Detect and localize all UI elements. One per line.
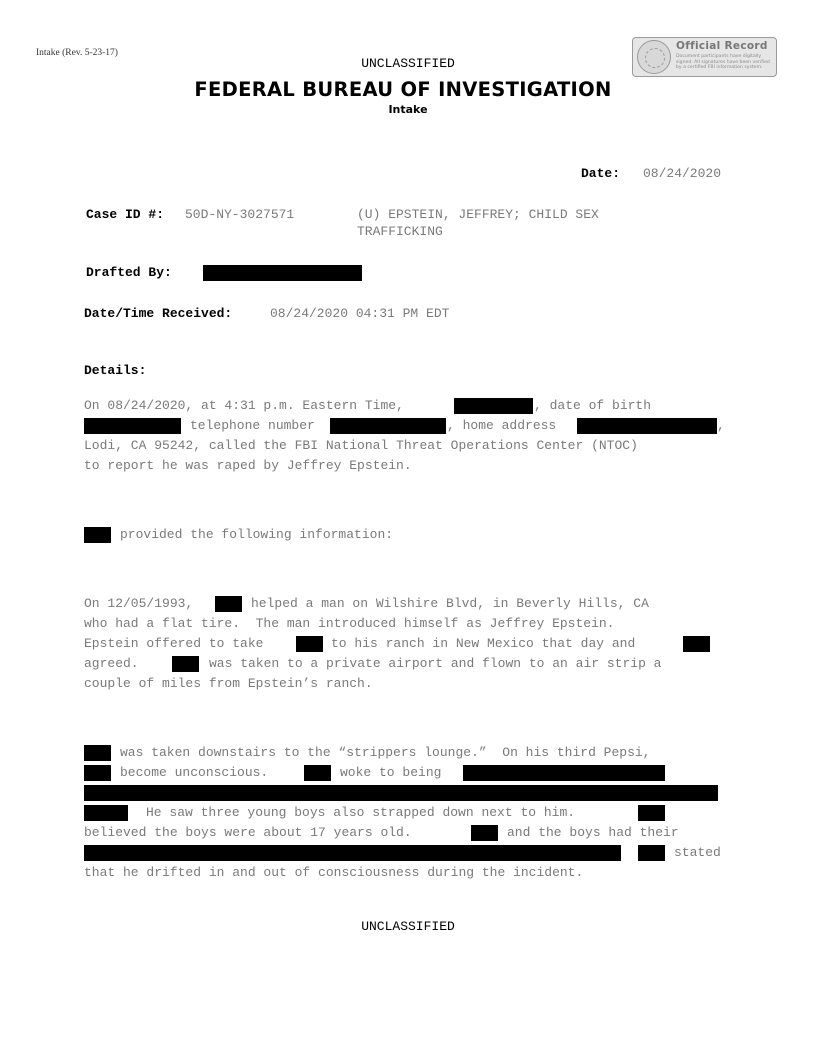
redaction-p4-detail-1 bbox=[463, 765, 665, 781]
p3-line-3b: to his ranch in New Mexico that day and bbox=[331, 636, 636, 651]
redaction-p4-name-2 bbox=[84, 765, 111, 781]
redaction-p4-name-3 bbox=[304, 765, 331, 781]
p3-line-5: couple of miles from Epstein’s ranch. bbox=[84, 676, 373, 691]
p1-line-2c: , bbox=[717, 418, 725, 433]
redaction-p3-name-2 bbox=[296, 636, 323, 652]
case-title-line-1: (U) EPSTEIN, JEFFREY; CHILD SEX bbox=[357, 207, 599, 222]
p1-line-2a: telephone number bbox=[190, 418, 315, 433]
redaction-p4-detail-2 bbox=[84, 785, 718, 801]
redaction-p3-name-3 bbox=[683, 636, 710, 652]
received-label: Date/Time Received: bbox=[84, 306, 233, 321]
case-title-line-2: TRAFFICKING bbox=[357, 224, 443, 239]
p1-line-4: to report he was raped by Jeffrey Epstein. bbox=[84, 458, 412, 473]
p3-line-2: who had a flat tire. The man introduced himself as Jeffrey Epstein. bbox=[84, 616, 615, 631]
redaction-p4-detail-3 bbox=[84, 805, 128, 821]
redaction-p4-name-5 bbox=[471, 825, 498, 841]
drafted-by-label: Drafted By: bbox=[86, 265, 172, 280]
redaction-address bbox=[577, 418, 717, 434]
redaction-p4-name-4 bbox=[638, 805, 665, 821]
p1-line-2b: , home address bbox=[447, 418, 557, 433]
seal-text: Document participants have digitally signed. All signatures have been verified by a certified FBI information system. bbox=[676, 54, 770, 71]
redaction-p4-name-6 bbox=[638, 845, 665, 861]
p1-line-3: Lodi, CA 95242, called the FBI National Threat Operations Center (NTOC) bbox=[84, 438, 638, 453]
p4-line-7: that he drifted in and out of consciousness during the incident. bbox=[84, 865, 584, 880]
redaction-caller-name bbox=[454, 398, 533, 414]
seal-title: Official Record bbox=[676, 40, 768, 52]
redaction-p3-name-4 bbox=[172, 656, 199, 672]
redaction-drafted-by bbox=[203, 265, 362, 281]
date-value: 08/24/2020 bbox=[643, 166, 722, 181]
redaction-p4-name-1 bbox=[84, 745, 111, 761]
redaction-p4-detail-4 bbox=[84, 845, 621, 861]
p4-line-6: stated bbox=[674, 845, 721, 860]
classification-marking-top: UNCLASSIFIED bbox=[361, 56, 455, 71]
agency-title: FEDERAL BUREAU OF INVESTIGATION bbox=[194, 78, 612, 101]
p4-line-2a: become unconscious. bbox=[120, 765, 269, 780]
redaction-dob bbox=[84, 418, 181, 434]
redaction-p3-name-1 bbox=[215, 596, 242, 612]
p2-line-1: provided the following information: bbox=[120, 527, 394, 542]
form-type: Intake bbox=[388, 103, 428, 116]
redaction-p2-name bbox=[84, 527, 111, 543]
p3-line-1b: helped a man on Wilshire Blvd, in Beverly Hills, CA bbox=[251, 596, 649, 611]
p4-line-5b: and the boys had their bbox=[507, 825, 679, 840]
p4-line-5a: believed the boys were about 17 years old. bbox=[84, 825, 412, 840]
p3-line-4b: was taken to a private airport and flown to an air strip a bbox=[209, 656, 662, 671]
p3-line-3a: Epstein offered to take bbox=[84, 636, 264, 651]
classification-marking-bottom: UNCLASSIFIED bbox=[361, 919, 455, 934]
details-label: Details: bbox=[84, 363, 147, 378]
p3-line-4a: agreed. bbox=[84, 656, 139, 671]
official-record-seal bbox=[632, 37, 777, 77]
p1-line-1b: , date of birth bbox=[534, 398, 652, 413]
redaction-phone bbox=[330, 418, 446, 434]
p3-line-1a: On 12/05/1993, bbox=[84, 596, 194, 611]
p1-line-1a: On 08/24/2020, at 4:31 p.m. Eastern Time, bbox=[84, 398, 404, 413]
fbi-seal-icon bbox=[637, 40, 671, 74]
received-value: 08/24/2020 04:31 PM EDT bbox=[270, 306, 450, 321]
p4-line-1: was taken downstairs to the “strippers lounge.” On his third Pepsi, bbox=[120, 745, 651, 760]
form-revision-id: Intake (Rev. 5-23-17) bbox=[36, 48, 118, 58]
p4-line-4: He saw three young boys also strapped down next to him. bbox=[146, 805, 576, 820]
case-id-value: 50D-NY-3027571 bbox=[185, 207, 295, 222]
date-label: Date: bbox=[581, 166, 621, 181]
case-id-label: Case ID #: bbox=[86, 207, 165, 222]
p4-line-2b: woke to being bbox=[340, 765, 442, 780]
